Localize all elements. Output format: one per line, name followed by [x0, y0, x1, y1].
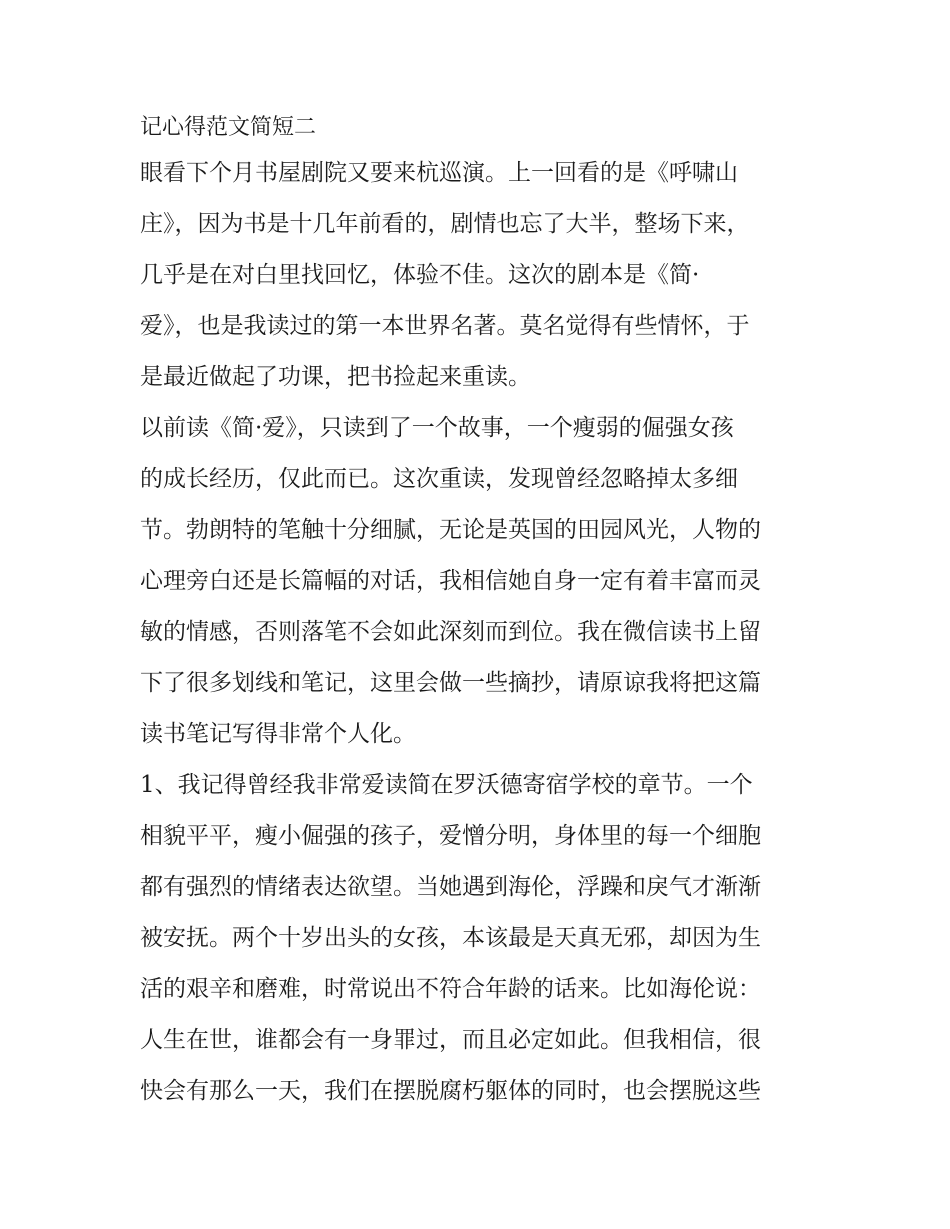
- text-line: 1、我记得曾经我非常爱读简在罗沃德寄宿学校的章节。一个: [140, 772, 753, 798]
- text-line: 节。勃朗特的笔触十分细腻，无论是英国的田园风光，人物的: [140, 517, 761, 543]
- text-line: 都有强烈的情绪表达欲望。当她遇到海伦，浮躁和戾气才渐渐: [140, 874, 761, 900]
- text-line: 人生在世，谁都会有一身罪过，而且必定如此。但我相信，很: [140, 1027, 761, 1053]
- text-line: 活的艰辛和磨难，时常说出不符合年龄的话来。比如海伦说：: [140, 976, 761, 1002]
- text-line: 读书笔记写得非常个人化。: [140, 721, 416, 747]
- text-line: 快会有那么一天，我们在摆脱腐朽躯体的同时，也会摆脱这些: [140, 1078, 761, 1104]
- text-line: 以前读《简·爱》，只读到了一个故事，一个瘦弱的倔强女孩: [140, 415, 734, 441]
- text-line: 的成长经历，仅此而已。这次重读，发现曾经忽略掉太多细: [140, 466, 738, 492]
- text-line: 敏的情感，否则落笔不会如此深刻而到位。我在微信读书上留: [140, 619, 761, 645]
- text-line: 被安抚。两个十岁出头的女孩，本该最是天真无邪，却因为生: [140, 925, 761, 951]
- text-line: 是最近做起了功课，把书捡起来重读。: [140, 364, 531, 390]
- text-line: 心理旁白还是长篇幅的对话，我相信她自身一定有着丰富而灵: [140, 568, 761, 594]
- text-line: 下了很多划线和笔记，这里会做一些摘抄，请原谅我将把这篇: [140, 670, 761, 696]
- text-line: 相貌平平，瘦小倔强的孩子，爱憎分明，身体里的每一个细胞: [140, 823, 761, 849]
- document-title: 记心得范文简短二: [140, 115, 317, 140]
- text-line: 爱》，也是我读过的第一本世界名著。莫名觉得有些情怀，于: [140, 313, 750, 339]
- text-line: 几乎是在对白里找回忆，体验不佳。这次的剧本是《简·: [140, 262, 700, 288]
- text-line: 眼看下个月书屋剧院又要来杭巡演。上一回看的是《呼啸山: [140, 160, 738, 186]
- document-body: [140, 108, 820, 1117]
- text-line: 庄》，因为书是十几年前看的，剧情也忘了大半，整场下来，: [140, 211, 750, 237]
